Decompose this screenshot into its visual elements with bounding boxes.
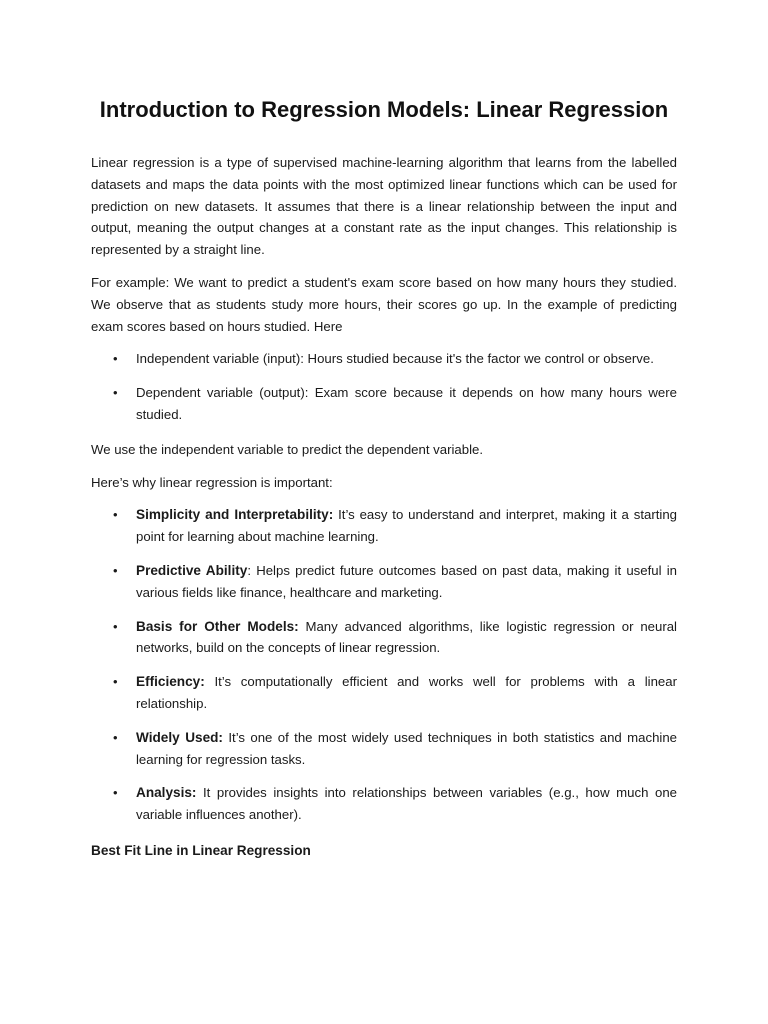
variables-list (91, 348, 677, 425)
bullet-icon: • (113, 674, 118, 690)
reason-term: Predictive Ability (136, 562, 248, 578)
bullet-icon: • (113, 618, 118, 634)
reason-text: It provides insights into relationships between variables (e.g., how much one variable influences another). (136, 785, 677, 823)
list-item (91, 382, 677, 426)
reason-text: It’s computationally efficient and works well for problems with a linear relationship. (136, 674, 677, 711)
example-paragraph: For example: We want to predict a student's exam score based on how many hours they studied. We observe that as students study more hours, their scores go up. In the example of predicting exam scores based on hours studied. Here (91, 274, 677, 334)
reasons-list (91, 504, 677, 826)
reason-text: : Helps predict future outcomes based on past data, making it useful in various fields like finance, healthcare and marketing. (136, 562, 677, 600)
use-paragraph: We use the independent variable to predict the dependent variable. (91, 441, 483, 457)
list-item-text: Dependent variable (output): Exam score because it depends on how many hours were studied. (136, 385, 677, 422)
list-item (91, 782, 677, 826)
bullet-icon: • (113, 351, 118, 367)
reason-term: Widely Used: (136, 729, 223, 745)
document-title: Introduction to Regression Models: Linear Regression (99, 97, 669, 122)
list-item (91, 560, 677, 604)
section-heading: Best Fit Line in Linear Regression (91, 842, 311, 858)
intro-paragraph: Linear regression is a type of supervised machine-learning algorithm that learns from the labelled datasets and maps the data points with the most optimized linear functions which can be used for prediction on new datasets. It assumes that there is a linear relationship between the input and output, meaning the output changes at a constant rate as the input changes. This relationship is represented by a straight line. (91, 155, 677, 258)
bullet-icon: • (113, 729, 118, 745)
reason-term: Efficiency: (136, 674, 205, 690)
list-item (91, 727, 677, 771)
list-item (91, 348, 677, 370)
bullet-icon: • (113, 507, 118, 523)
reason-term: Simplicity and Interpretability: (136, 507, 334, 523)
reason-text: It’s one of the most widely used techniques in both statistics and machine learning for regression tasks. (136, 729, 677, 767)
list-item (91, 671, 677, 715)
bullet-icon: • (113, 562, 118, 578)
list-item (91, 616, 677, 660)
list-item-text: Independent variable (input): Hours studied because it's the factor we control or observe. (136, 351, 654, 367)
reason-text: It’s easy to understand and interpret, making it a starting point for learning about machine learning. (136, 507, 677, 545)
bullet-icon: • (113, 785, 118, 801)
reason-term: Basis for Other Models: (136, 618, 299, 634)
reason-term: Analysis: (136, 785, 197, 801)
list-item (91, 504, 677, 548)
bullet-icon: • (113, 385, 118, 401)
why-paragraph: Here’s why linear regression is important: (91, 474, 333, 490)
reason-text: Many advanced algorithms, like logistic regression or neural networks, build on the concepts of linear regression. (136, 618, 677, 656)
